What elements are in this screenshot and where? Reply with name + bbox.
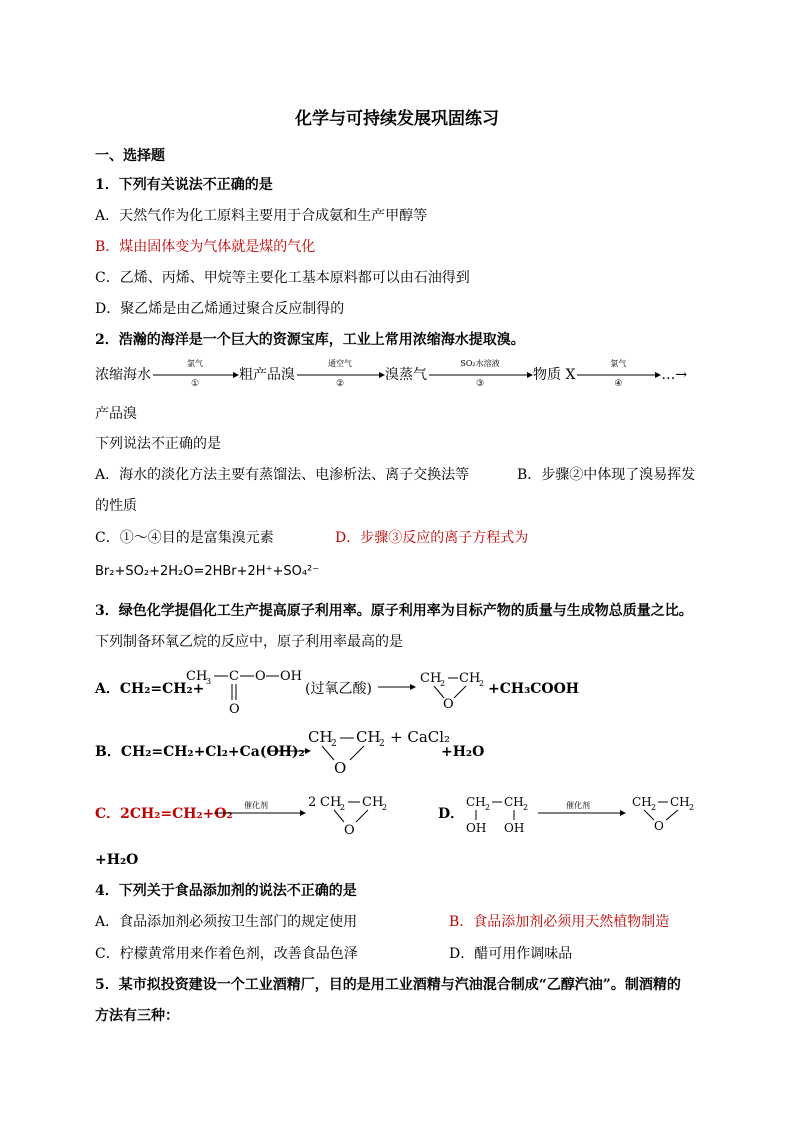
q5-stem: 5．某市拟投资建设一个工业酒精厂，目的是用工业酒精与汽油混合制成“乙醇汽油”。制酒精的 bbox=[95, 977, 681, 993]
ethylene-glycol-structure bbox=[464, 790, 536, 836]
svg-text:O: O bbox=[443, 697, 454, 712]
svg-text:O: O bbox=[255, 669, 266, 684]
epoxide-structure-c bbox=[306, 790, 402, 836]
flow-arrow-1 bbox=[151, 359, 239, 389]
svg-text:2: 2 bbox=[485, 803, 491, 812]
q4-option-b: B．食品添加剂必须用天然植物制造 bbox=[449, 914, 670, 930]
svg-text:O: O bbox=[229, 702, 240, 717]
q2-option-b: B．步骤②中体现了溴易挥发 bbox=[517, 467, 696, 483]
q2-option-a: A．海水的淡化方法主要有蒸馏法、电渗析法、离子交换法等 bbox=[95, 467, 470, 483]
flow-step-3: 溴蒸气 bbox=[385, 367, 427, 383]
svg-text:OH: OH bbox=[504, 821, 525, 835]
svg-text:3: 3 bbox=[206, 677, 212, 686]
svg-text:CH: CH bbox=[320, 795, 342, 810]
arrow-2-bottom-label: ② bbox=[335, 379, 345, 389]
flow-step-4: 物质 X bbox=[533, 367, 576, 383]
svg-text:2: 2 bbox=[331, 739, 337, 749]
svg-text:OH: OH bbox=[466, 821, 487, 835]
q3-stem: 3．绿色化学提倡化工生产提高原子利用率。原子利用率为目标产物的质量与生成物总质量之比。 bbox=[95, 603, 693, 619]
page-title: 化学与可持续发展巩固练习 bbox=[295, 109, 499, 129]
q5-stem-cont: 方法有三种： bbox=[95, 1008, 179, 1024]
q4-option-a: A．食品添加剂必须按卫生部门的规定使用 bbox=[95, 914, 358, 930]
svg-text:CH: CH bbox=[420, 671, 442, 686]
arrow-3-top-label: SO₂水溶液 bbox=[460, 359, 500, 368]
arrow-3-bottom-label: ③ bbox=[475, 379, 485, 389]
svg-text:CH: CH bbox=[356, 728, 381, 746]
svg-text:CH: CH bbox=[186, 669, 208, 684]
arrow-4-bottom-label: ④ bbox=[614, 379, 623, 389]
svg-text:2: 2 bbox=[689, 803, 695, 812]
arrow-1-bottom-label: ① bbox=[190, 379, 200, 389]
svg-text:CH: CH bbox=[632, 795, 652, 809]
q3-option-a-reagent: (过氧乙酸) bbox=[305, 681, 372, 697]
q2-option-b-cont: 的性质 bbox=[95, 498, 137, 514]
svg-text:C: C bbox=[229, 669, 239, 684]
q4-option-c: C．柠檬黄常用来作着色剂，改善食品色泽 bbox=[95, 946, 358, 962]
flow-arrow-2 bbox=[295, 359, 385, 389]
q3-option-a-left: A．CH₂=CH₂+ bbox=[95, 681, 205, 697]
flow-arrow-3 bbox=[427, 359, 533, 389]
arrow-icon bbox=[376, 680, 416, 694]
svg-text:2: 2 bbox=[479, 679, 485, 688]
q4-stem: 4．下列关于食品添加剂的说法不正确的是 bbox=[95, 883, 357, 899]
q2-option-d: D．步骤③反应的离子方程式为 bbox=[335, 530, 529, 546]
arrow-icon bbox=[212, 806, 306, 820]
arrow-4-top-label: 氯气 bbox=[610, 359, 627, 368]
flow-step-2: 粗产品溴 bbox=[239, 367, 295, 383]
flow-step-5: …→ bbox=[661, 367, 688, 383]
q2-stem: 2．浩瀚的海洋是一个巨大的资源宝库，工业上常用浓缩海水提取溴。 bbox=[95, 332, 525, 348]
svg-text:O: O bbox=[334, 759, 347, 777]
q3-option-d-arrow bbox=[536, 800, 626, 822]
svg-text:CH: CH bbox=[459, 671, 481, 686]
svg-text:CH: CH bbox=[308, 728, 333, 746]
peracetic-acid-structure bbox=[184, 664, 304, 716]
section-heading: 一、选择题 bbox=[95, 148, 165, 164]
flow-arrow-4 bbox=[575, 359, 661, 389]
q3-option-b-left: B．CH₂=CH₂+Cl₂+Ca(OH)₂ bbox=[95, 744, 305, 760]
svg-text:CH: CH bbox=[466, 795, 486, 809]
catalyst-label: 催化剂 bbox=[244, 801, 268, 810]
q3-option-c-arrow bbox=[212, 800, 306, 822]
q1-option-d: D．聚乙烯是由乙烯通过聚合反应制得的 bbox=[95, 301, 345, 317]
svg-text:2: 2 bbox=[651, 803, 657, 812]
q3-option-a-right: +CH₃COOH bbox=[488, 681, 579, 697]
q3-ask: 下列制备环氧乙烷的反应中，原子利用率最高的是 bbox=[95, 634, 403, 650]
q1-stem: 1．下列有关说法不正确的是 bbox=[95, 177, 273, 193]
svg-text:OH: OH bbox=[280, 669, 302, 684]
svg-text:2: 2 bbox=[379, 739, 385, 749]
q2-ask: 下列说法不正确的是 bbox=[95, 436, 221, 452]
coefficient-text: 2 bbox=[308, 795, 317, 810]
q1-option-c: C．乙烯、丙烯、甲烷等主要化工基本原料都可以由石油得到 bbox=[95, 270, 470, 286]
cacl2-text: + CaCl₂ bbox=[390, 728, 451, 746]
q2-flow bbox=[95, 359, 688, 392]
arrow-icon bbox=[267, 744, 311, 758]
svg-text:2: 2 bbox=[382, 803, 388, 812]
flow-step-6: 产品溴 bbox=[95, 406, 137, 422]
q2-option-c: C．①～④目的是富集溴元素 bbox=[95, 530, 274, 546]
ionic-equation: Br₂+SO₂+2H₂O=2HBr+2H⁺+SO₄²⁻ bbox=[95, 564, 320, 579]
svg-text:2: 2 bbox=[523, 803, 529, 812]
arrow-icon bbox=[536, 806, 626, 820]
svg-text:2: 2 bbox=[340, 803, 346, 812]
svg-text:O: O bbox=[654, 819, 664, 833]
q3-option-b-right: +H₂O bbox=[441, 744, 485, 760]
epoxide-structure-a bbox=[418, 668, 488, 710]
q1-option-b: B．煤由固体变为气体就是煤的气化 bbox=[95, 239, 316, 255]
epoxide-structure-b bbox=[306, 726, 451, 777]
q3-option-c-left: C．2CH₂=CH₂+O₂ bbox=[95, 806, 233, 822]
q3-option-d-left: D． bbox=[438, 806, 465, 822]
arrow-2-top-label: 通空气 bbox=[328, 359, 352, 368]
catalyst-label: 催化剂 bbox=[566, 801, 590, 810]
flow-step-1: 浓缩海水 bbox=[95, 367, 151, 383]
arrow-1-top-label: 氯气 bbox=[187, 359, 203, 368]
epoxide-structure-d bbox=[630, 792, 700, 834]
svg-text:CH: CH bbox=[670, 795, 690, 809]
svg-text:O: O bbox=[344, 823, 355, 838]
q4-option-d: D．醋可用作调味品 bbox=[449, 946, 573, 962]
svg-text:CH: CH bbox=[362, 795, 384, 810]
svg-text:CH: CH bbox=[504, 795, 524, 809]
q1-option-a: A．天然气作为化工原料主要用于合成氨和生产甲醇等 bbox=[95, 208, 428, 224]
q3-option-d-tail: +H₂O bbox=[95, 852, 139, 868]
svg-text:2: 2 bbox=[440, 679, 446, 688]
